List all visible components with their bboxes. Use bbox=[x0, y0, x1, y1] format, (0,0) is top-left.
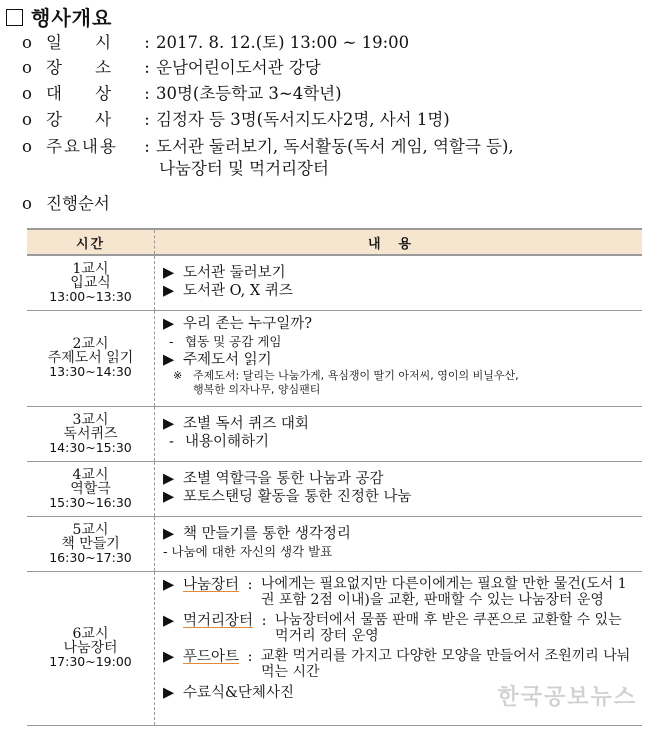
market-block: ▶ 나눔장터 : 나에게는 필요없지만 다른이에게는 필요할 만한 물건(도서 1권 포함 2점 이내)을 교환, 판매할 수 있는 나눔장터 운영 bbox=[163, 575, 627, 608]
content-cell: ▶ 우리 존는 누구일까? - 협동 및 공감 게임 ▶ 주제도서 읽기 ※ 주제도서: 달리는 나눔가게, 욕심쟁이 딸기 아저씨, 영이의 비닐우산, 행복한 의자나무, 양심팬티 bbox=[155, 310, 643, 406]
info-lecturer: o 강 사 : 김정자 등 3명(독서지도사2명, 사서 1명) bbox=[22, 110, 450, 129]
table-row bbox=[27, 461, 642, 516]
checkbox-square-icon bbox=[6, 9, 23, 26]
triangle-bullet-icon: ▶ bbox=[163, 684, 175, 701]
time-cell: 3교시 독서퀴즈 14:30~15:30 bbox=[27, 406, 155, 461]
food-art-block: ▶ 푸드아트 : 교환 먹거리를 가지고 다양한 모양을 만들어서 조원끼리 나눠먹는 시간 bbox=[163, 647, 631, 680]
info-target: o 대 상 : 30명(초등학교 3~4학년) bbox=[22, 84, 342, 103]
triangle-bullet-icon: ▶ bbox=[163, 612, 175, 629]
time-cell: 1교시 입교식 13:00~13:30 bbox=[27, 255, 155, 310]
triangle-bullet-icon: ▶ bbox=[163, 283, 175, 299]
table-row bbox=[27, 310, 642, 406]
triangle-bullet-icon: ▶ bbox=[163, 648, 175, 665]
time-cell: 2교시 주제도서 읽기 13:30~14:30 bbox=[27, 310, 155, 406]
content-cell: ▶ 조별 역할극을 통한 나눔과 공감 ▶ 포토스탠딩 활동을 통한 진정한 나눔 bbox=[155, 461, 643, 516]
table-row bbox=[27, 255, 642, 310]
header-time: 시간 bbox=[27, 229, 155, 255]
watermark: 한국공보뉴스 bbox=[497, 685, 637, 710]
content-cell: ▶ 도서관 둘러보기 ▶ 도서관 O, X 퀴즈 bbox=[155, 255, 643, 310]
table-header-row bbox=[27, 229, 642, 255]
time-cell: 5교시 책 만들기 16:30~17:30 bbox=[27, 516, 155, 571]
triangle-bullet-icon: ▶ bbox=[163, 415, 175, 432]
time-cell: 4교시 역할극 15:30~16:30 bbox=[27, 461, 155, 516]
content-cell: ▶ 나눔장터 : 나에게는 필요없지만 다른이에게는 필요할 만한 물건(도서 1권 포함 2점 이내)을 교환, 판매할 수 있는 나눔장터 운영 ▶ 먹거리장터 : 나눔장터에서 물품 판매 후 받은 쿠폰으로 교환할 수 있는 먹거리 장터 운영 ▶ 푸드아트 : 교환 먹거리를 가지고 다양한 모양을 만들어서 조원끼리 나눠먹는 시간 ▶ 수료식&단체사진 bbox=[155, 571, 643, 725]
table-row bbox=[27, 406, 642, 461]
content-cell: ▶ 책 만들기를 통한 생각정리 - 나눔에 대한 자신의 생각 발표 bbox=[155, 516, 643, 571]
info-date: o 일 시 : 2017. 8. 12.(토) 13:00 ~ 19:00 bbox=[22, 33, 410, 52]
book-note: ※ 주제도서: 달리는 나눔가게, 욕심쟁이 딸기 아저씨, 영이의 비닐우산, 행복한 의자나무, 양심팬티 bbox=[173, 368, 519, 396]
info-order: o 진행순서 bbox=[22, 194, 110, 213]
section-title: 행사개요 bbox=[6, 2, 112, 31]
triangle-bullet-icon: ▶ bbox=[163, 315, 175, 332]
schedule-table bbox=[27, 228, 642, 726]
info-place: o 장 소 : 운남어린이도서관 강당 bbox=[22, 58, 321, 77]
triangle-bullet-icon: ▶ bbox=[163, 265, 175, 281]
triangle-bullet-icon: ▶ bbox=[163, 576, 175, 593]
triangle-bullet-icon: ▶ bbox=[163, 488, 175, 505]
triangle-bullet-icon: ▶ bbox=[163, 470, 175, 487]
info-main-content: o 주요내용 : 도서관 둘러보기, 독서활동(독서 게임, 역할극 등), 나눔장터 및 먹거리장터 bbox=[22, 137, 514, 178]
table-row bbox=[27, 516, 642, 571]
time-cell: 6교시 나눔장터 17:30~19:00 bbox=[27, 571, 155, 725]
food-market-block: ▶ 먹거리장터 : 나눔장터에서 물품 판매 후 받은 쿠폰으로 교환할 수 있는 먹거리 장터 운영 bbox=[163, 611, 622, 644]
triangle-bullet-icon: ▶ bbox=[163, 525, 175, 542]
content-cell: ▶ 조별 독서 퀴즈 대회 - 내용이해하기 bbox=[155, 406, 643, 461]
triangle-bullet-icon: ▶ bbox=[163, 351, 175, 368]
header-content: 내용 bbox=[155, 229, 643, 255]
